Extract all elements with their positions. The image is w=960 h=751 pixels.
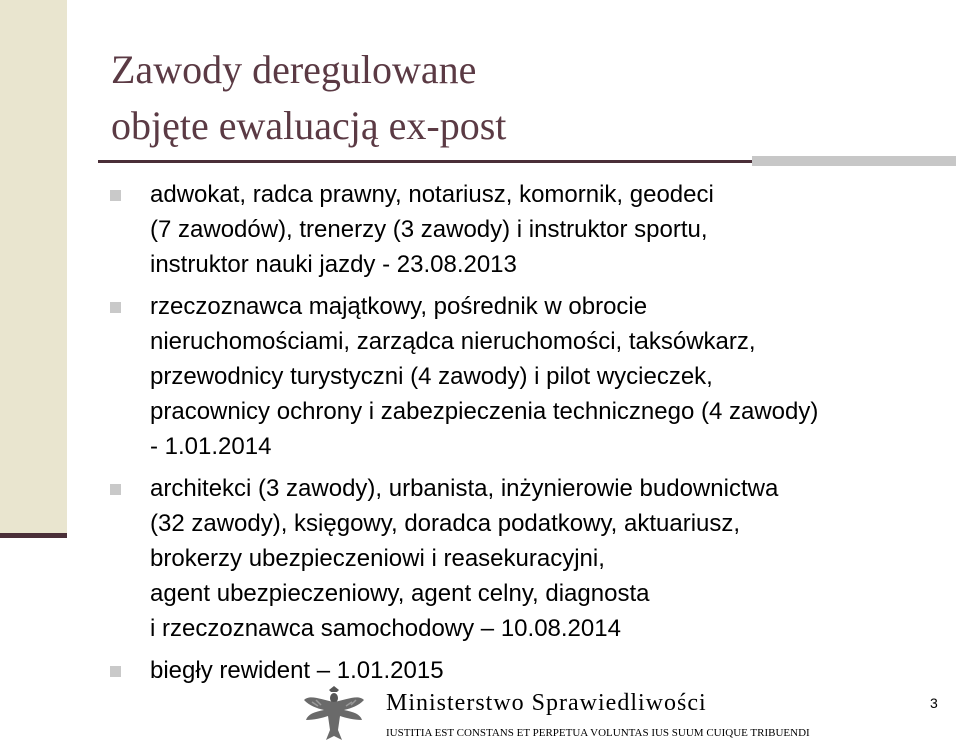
bullet-text-line: i rzeczoznawca samochodowy – 10.08.2014 <box>150 615 621 642</box>
square-bullet-icon <box>110 190 121 201</box>
bullet-text-line: rzeczoznawca majątkowy, pośrednik w obrocie <box>150 293 648 320</box>
bullet-text-line: biegły rewident – 1.01.2015 <box>150 657 444 684</box>
bullet-text-line: agent ubezpieczeniowy, agent celny, diagnosta <box>150 580 650 607</box>
bullet-text-line: instruktor nauki jazdy - 23.08.2013 <box>150 251 517 278</box>
page-number: 3 <box>930 695 938 711</box>
slide-title-line-1: Zawody deregulowane <box>111 47 477 92</box>
bullet-text-line: przewodnicy turystyczni (4 zawody) i pilot wycieczek, <box>150 363 713 390</box>
left-decor-line <box>0 533 67 538</box>
bullet-item <box>110 177 940 282</box>
bullet-text-line: pracownicy ochrony i zabezpieczenia technicznego (4 zawody) <box>150 398 819 425</box>
slide-title <box>111 42 506 154</box>
title-divider <box>98 160 758 163</box>
bullet-text-line: (7 zawodów), trenerzy (3 zawody) i instruktor sportu, <box>150 216 708 243</box>
slide-title-line-2: objęte ewaluacją ex-post <box>111 103 507 148</box>
bullet-text-line: - 1.01.2014 <box>150 433 272 460</box>
bullet-item <box>110 289 940 464</box>
square-bullet-icon <box>110 484 121 495</box>
left-decor-band <box>0 0 67 538</box>
ministry-name: Ministerstwo Sprawiedliwości <box>386 690 707 716</box>
bullet-text-line: (32 zawody), księgowy, doradca podatkowy, aktuariusz, <box>150 510 741 537</box>
bullet-text-line: architekci (3 zawody), urbanista, inżynierowie budownictwa <box>150 475 779 502</box>
bullet-list <box>110 177 940 695</box>
bullet-text-line: adwokat, radca prawny, notariusz, komornik, geodeci <box>150 181 714 208</box>
square-bullet-icon <box>110 666 121 677</box>
polish-eagle-emblem-icon <box>302 680 366 746</box>
bullet-item <box>110 653 940 688</box>
ministry-motto: IUSTITIA EST CONSTANS ET PERPETUA VOLUNTAS IUS SUUM CUIQUE TRIBUENDI <box>386 727 810 739</box>
title-divider-accent <box>752 156 956 166</box>
bullet-text-line: nieruchomościami, zarządca nieruchomości, taksówkarz, <box>150 328 756 355</box>
bullet-item <box>110 471 940 646</box>
square-bullet-icon <box>110 302 121 313</box>
bullet-text-line: brokerzy ubezpieczeniowi i reasekuracyjni, <box>150 545 605 572</box>
